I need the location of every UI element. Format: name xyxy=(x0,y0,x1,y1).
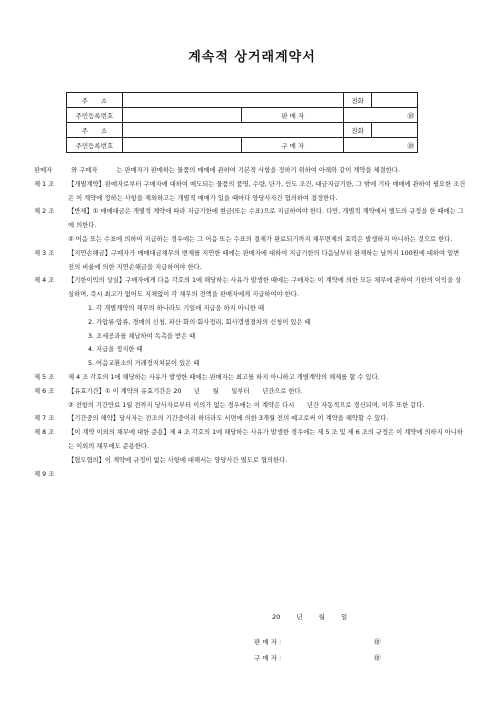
seller-address-label: 주 소 xyxy=(67,93,123,108)
article-subclause: ② 전항의 기간만료 1월 전까지 당사자로부터 이의가 없는 경우에는 이 계약은 다시 년간 자동적으로 경신되며, 이후 또한 같다. xyxy=(68,401,425,409)
seller-address-row xyxy=(67,93,418,108)
buyer-reg-row xyxy=(67,138,418,153)
buyer-signature-label: 구 매 자 : xyxy=(254,654,282,662)
article-text: 【유효기간】① 이 계약의 유효기간은 20 년 월 일부터 년간으로 한다. xyxy=(68,387,303,395)
article-list-item: 2. 가압류·압류, 경매의 신청, 파산·화의·회사정리, 회사갱생절차의 신청이 있은 때 xyxy=(88,318,311,326)
contract-date-line: 20 년 월 일 xyxy=(272,613,348,621)
article-number: 제 1 조 xyxy=(34,180,55,188)
article-text: 【개별계약】판매자로부터 구매자에 대하여 매도되는 물품의 품명, 수량, 단가, 인도 조건, 대금지급기한, 그 밖에 기타 매매에 관하여 필요한 조건은 이 계약에 정하는 사항을 제외하고는 개별적 매매가 있을 때마다 양당사자간 협의하여 결정한다. xyxy=(68,180,466,202)
article-list-item: 1. 각 개별계약의 채무의 하나라도 기일에 지급을 하지 아니한 때 xyxy=(88,304,265,312)
article-number: 제 4 조 xyxy=(34,277,55,285)
article-list-item: 3. 조세공과를 체납하여 독촉을 받은 때 xyxy=(88,332,196,340)
article-list-item: 4. 지급을 정지한 때 xyxy=(88,346,143,354)
seller-phone-value xyxy=(372,93,418,108)
article-text: 【기간중의 해약】당사자는 전조의 기간중이라 하더라도 서면에 의한 3개월 전의 예고로써 이 계약을 해약할 수 있다. xyxy=(68,415,389,423)
article xyxy=(34,412,466,426)
document-title: 계속적 상거래계약서 xyxy=(188,50,316,65)
buyer-seal: ㊞ xyxy=(344,138,418,153)
article-list-item: 5. 어음교환소의 거래정지처분이 있은 때 xyxy=(88,360,200,368)
article-number xyxy=(34,454,68,468)
party-info-table xyxy=(66,92,418,153)
article xyxy=(34,205,466,233)
article-text: 【지연손해금】구매자가 매매대금채무의 변제를 지연한 때에는 판매자에 대하여 지급기한의 다음날부터 완제하는 날까지 100원에 대하여 일변 전의 비율에 의한 지연손해금을 지급하여야 한다. xyxy=(68,249,472,271)
article-number: 제 7 조 xyxy=(34,415,55,423)
seller-address-value xyxy=(122,93,343,108)
article xyxy=(34,247,472,275)
article xyxy=(34,468,466,482)
article-number: 제 9 조 xyxy=(34,470,55,478)
article-number: 제 3 조 xyxy=(34,249,55,257)
article xyxy=(34,178,466,206)
seller-signature-label: 판 매 자 : xyxy=(254,638,282,646)
buyer-address-row xyxy=(67,123,418,138)
seller-signature-seal: ㊞ xyxy=(374,638,381,646)
article-text: 제 4 조 각호의 1에 해당하는 사유가 발생한 때에는 판매자는 최고를 하지 아니하고 개별계약의 해제를 할 수 있다. xyxy=(68,373,380,381)
seller-signature-line xyxy=(254,637,381,646)
article-number: 제 8 조 xyxy=(34,429,55,437)
article-text xyxy=(68,468,466,482)
buyer-phone-label: 전화 xyxy=(344,123,372,138)
seller-phone-label: 전화 xyxy=(344,93,372,108)
intro-paragraph: 판매자 와 구매자 는 판매자가 판매하는 물품의 매매에 관하여 기본적 사항을 정하기 위하여 아래와 같이 계약을 체결한다. xyxy=(34,167,400,174)
article-text: 【이 계약 이외의 채무에 대한 준용】제 4 조 각호의 1에 해당하는 사유가 발생한 경우에는 제 5 조 및 제 6 조의 규정은 이 계약에 의하지 아니하는 이외의 채무에도 준용한다. xyxy=(68,429,463,450)
article-text: 【기한이익의 상실】구매자에게 다음 각호의 1에 해당하는 사유가 발생한 때에는 구매자는 이 계약에 의한 모든 채무에 관하여 기한의 이익을 상실하며, 즉시 최고가 없어도 지체없이 각 채무의 전액을 판매자에게 지급하여야 한다. xyxy=(68,277,462,299)
article-number: 제 6 조 xyxy=(34,387,55,395)
article-text: 【협도협의】이 계약에 규정이 없는 사항에 대해서는 양당사간 별도로 협의한다. xyxy=(68,456,288,464)
article-text: 【반제】① 매매대금은 개별적 계약에 따라 지급기한에 현금(또는 수표)으로 지급하여야 한다. 다만, 개별적 계약에서 별도의 규정을 한 때에는 그에 의한다. xyxy=(68,208,464,230)
buyer-reg-label: 주민등록번호 xyxy=(67,138,123,153)
seller-reg-row xyxy=(67,108,418,123)
buyer-label: 구 매 자 xyxy=(242,138,344,153)
buyer-signature-line xyxy=(254,653,381,662)
contract-body xyxy=(34,164,472,481)
seller-reg-value xyxy=(122,108,242,123)
buyer-address-label: 주 소 xyxy=(67,123,123,138)
article xyxy=(34,371,466,385)
article-list xyxy=(34,178,472,482)
seller-reg-label: 주민등록번호 xyxy=(67,108,123,123)
article-number: 제 2 조 xyxy=(34,208,55,216)
article-number: 제 5 조 xyxy=(34,373,55,381)
article xyxy=(34,426,466,454)
article xyxy=(34,385,466,399)
article xyxy=(34,274,466,302)
buyer-address-value xyxy=(122,123,343,138)
buyer-signature-seal: ㊞ xyxy=(374,654,381,662)
seller-seal: ㊞ xyxy=(344,108,418,123)
seller-label: 판 매 자 xyxy=(242,108,344,123)
buyer-phone-value xyxy=(372,123,418,138)
article xyxy=(34,454,466,468)
buyer-reg-value xyxy=(122,138,242,153)
article-subclause: ② 어음 또는 수표에 의하여 지급하는 경우에는 그 어음 또는 수표의 결제가 완료되기까지 채무변제의 효력은 발생하지 아니하는 것으로 한다. xyxy=(68,235,453,243)
